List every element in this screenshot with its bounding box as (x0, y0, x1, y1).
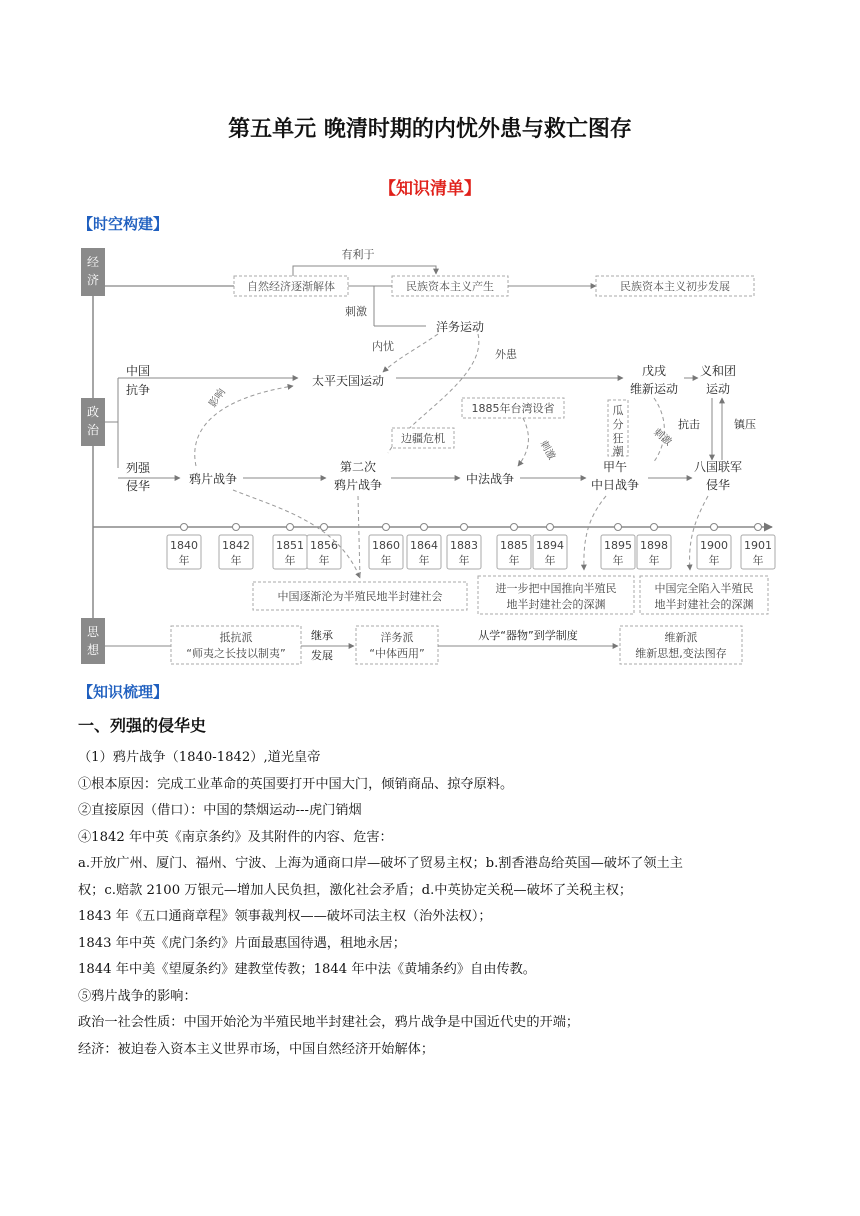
timeline-year-unit: 年 (380, 554, 392, 567)
body-line: a.开放广州、厦门、福州、宁波、上海为通商口岸—破坏了贸易主权；b.割香港岛给英国—破坏了领土主 (78, 856, 683, 871)
timeline-node (615, 524, 622, 531)
econ-box-natural-economy: 自然经济逐渐解体 (247, 280, 335, 293)
result-semi-colonial: 中国逐渐沦为半殖民地半封建社会 (277, 590, 443, 603)
body-text (78, 745, 778, 1063)
jiawu-2: 中日战争 (590, 478, 640, 492)
second-opium-2: 鸦片战争 (333, 478, 383, 492)
stimulus-guafen: 刺激 (651, 426, 674, 449)
guafen-1: 瓜 (612, 404, 624, 417)
thought-vertical-label: 思想 (86, 625, 100, 657)
timeline-node (181, 524, 188, 531)
weixin-line1: 维新派 (664, 631, 698, 644)
china-resist-1: 中国 (125, 364, 151, 378)
timeline-year: 1851 (276, 539, 304, 552)
yangwupai-line2: “中体西用” (369, 647, 425, 660)
suppress-label: 镇压 (734, 418, 756, 431)
weixin-line2: 维新思想,变法图存 (635, 647, 727, 660)
neiyou-label: 内忧 (372, 340, 394, 353)
body-line: （1）鸦片战争（1840-1842）,道光皇帝 (78, 750, 321, 765)
timeline-node (511, 524, 518, 531)
resist-attack-label: 抗击 (678, 418, 700, 431)
timeline-year: 1883 (450, 539, 478, 552)
timeline-year-unit: 年 (458, 554, 470, 567)
yihetuan-2: 运动 (705, 382, 731, 396)
timeline-node (233, 524, 240, 531)
timeline-year-unit: 年 (418, 554, 430, 567)
timeline-year: 1864 (410, 539, 438, 552)
timeline-year-unit: 年 (230, 554, 242, 567)
stimulus-label: 刺激 (345, 305, 367, 318)
result3-line2: 地半封建社会的深渊 (654, 598, 754, 611)
econ-box-capitalism-development: 民族资本主义初步发展 (620, 280, 730, 293)
inherit-label: 继承 (311, 629, 333, 642)
heading-invasion-history: 一、列强的侵华史 (78, 716, 207, 735)
timeline-year-unit: 年 (648, 554, 660, 567)
timeline-year-unit: 年 (284, 554, 296, 567)
guafen-4: 潮 (612, 445, 624, 458)
timeline-year: 1856 (310, 539, 338, 552)
timeline-node (461, 524, 468, 531)
knowledge-list-heading: 【知识清单】 (379, 179, 481, 199)
economy-vertical-label: 经济 (86, 255, 100, 287)
timeline-node (711, 524, 718, 531)
timeline-year-unit: 年 (752, 554, 764, 567)
taiping-movement: 太平天国运动 (311, 374, 385, 388)
body-line: 1843 年《五口通商章程》领事裁判权——破坏司法主权（治外法权）； (78, 909, 492, 924)
timeline-diagram (78, 238, 778, 670)
timeline-node (383, 524, 390, 531)
dikang-line2: “师夷之长技以制夷” (186, 647, 286, 660)
powers-invade-2: 侵华 (125, 479, 151, 493)
timeline-year: 1900 (700, 539, 728, 552)
knowledge-section-tag: 【知识梳理】 (78, 683, 169, 701)
develop-label: 发展 (311, 649, 333, 662)
powers-invade-1: 列强 (125, 461, 151, 475)
jiawu-1: 甲午 (602, 460, 628, 474)
body-line: ①根本原因：完成工业革命的英国要打开中国大门，倾销商品、掠夺原料。 (78, 776, 514, 792)
page-title: 第五单元 晚清时期的内忧外患与救亡图存 (228, 117, 632, 142)
body-line: ②直接原因（借口）：中国的禁烟运动---虎门销烟 (78, 803, 362, 818)
border-crisis: 边疆危机 (401, 432, 445, 445)
yihetuan-1: 义和团 (699, 364, 737, 378)
yangwu-movement: 洋务运动 (435, 320, 485, 334)
sino-french-war: 中法战争 (465, 472, 515, 486)
timeline-year-unit: 年 (178, 554, 190, 567)
timeline-year: 1842 (222, 539, 250, 552)
econ-box-national-capitalism: 民族资本主义产生 (406, 280, 494, 293)
eight-nation-2: 侵华 (705, 478, 731, 492)
body-line: 政治一社会性质：中国开始沦为半殖民地半封建社会，鸦片战争是中国近代史的开端； (78, 1015, 580, 1030)
timeline-year: 1898 (640, 539, 668, 552)
politics-vertical-label: 政治 (86, 405, 100, 437)
eight-nation-1: 八国联军 (693, 460, 743, 474)
body-line: 1844 年中美《望厦条约》建教堂传教；1844 年中法《黄埔条约》自由传教。 (78, 962, 536, 977)
result2-line2: 地半封建社会的深渊 (506, 598, 606, 611)
timeline-year: 1895 (604, 539, 632, 552)
timeline-node (287, 524, 294, 531)
from-to-label: 从学“器物”到学制度 (478, 629, 578, 642)
waihuan-label: 外患 (495, 348, 517, 361)
stimulus-taiwan: 刺激 (537, 439, 557, 462)
timeline-node (321, 524, 328, 531)
body-line: 经济：被迫卷入资本主义世界市场，中国自然经济开始解体； (78, 1041, 435, 1057)
spacetime-section-tag: 【时空构建】 (78, 215, 169, 233)
body-line: 权；c.赔款 2100 万银元—增加人民负担，激化社会矛盾；d.中英协定关税—破坏了关税主权； (78, 882, 633, 898)
opium-war: 鸦片战争 (188, 472, 238, 486)
taiwan-province: 1885年台湾设省 (471, 402, 555, 415)
timeline-year: 1840 (170, 539, 198, 552)
body-line: 1843 年中英《虎门条约》片面最惠国待遇，租地永居； (78, 935, 406, 951)
timeline-year-unit: 年 (508, 554, 520, 567)
dikang-line1: 抵抗派 (219, 631, 253, 644)
timeline-year-unit: 年 (544, 554, 556, 567)
body-line: ⑤鸦片战争的影响： (78, 988, 197, 1004)
timeline-year: 1885 (500, 539, 528, 552)
timeline-year: 1894 (536, 539, 564, 552)
wuxu-1: 戊戌 (641, 364, 667, 378)
timeline-node (547, 524, 554, 531)
timeline-node (755, 524, 762, 531)
timeline-year-unit: 年 (612, 554, 624, 567)
body-line: ④1842 年中英《南京条约》及其附件的内容、危害： (78, 829, 393, 845)
result3-line1: 中国完全陷入半殖民 (654, 582, 754, 595)
result2-line1: 进一步把中国推向半殖民 (495, 582, 617, 595)
china-resist-2: 抗争 (125, 383, 151, 397)
wuxu-2: 维新运动 (629, 382, 679, 396)
second-opium-1: 第二次 (339, 460, 377, 474)
timeline-year: 1860 (372, 539, 400, 552)
timeline-node (421, 524, 428, 531)
guafen-3: 狂 (612, 432, 624, 445)
timeline-year-unit: 年 (708, 554, 720, 567)
timeline-year: 1901 (744, 539, 772, 552)
timeline-node (651, 524, 658, 531)
yangwupai-line1: 洋务派 (380, 631, 414, 644)
influence-label: 影响 (207, 387, 228, 410)
beneficial-label: 有利于 (341, 248, 375, 261)
timeline-ticks (167, 524, 775, 570)
timeline-year-unit: 年 (318, 554, 330, 567)
guafen-2: 分 (612, 418, 624, 431)
